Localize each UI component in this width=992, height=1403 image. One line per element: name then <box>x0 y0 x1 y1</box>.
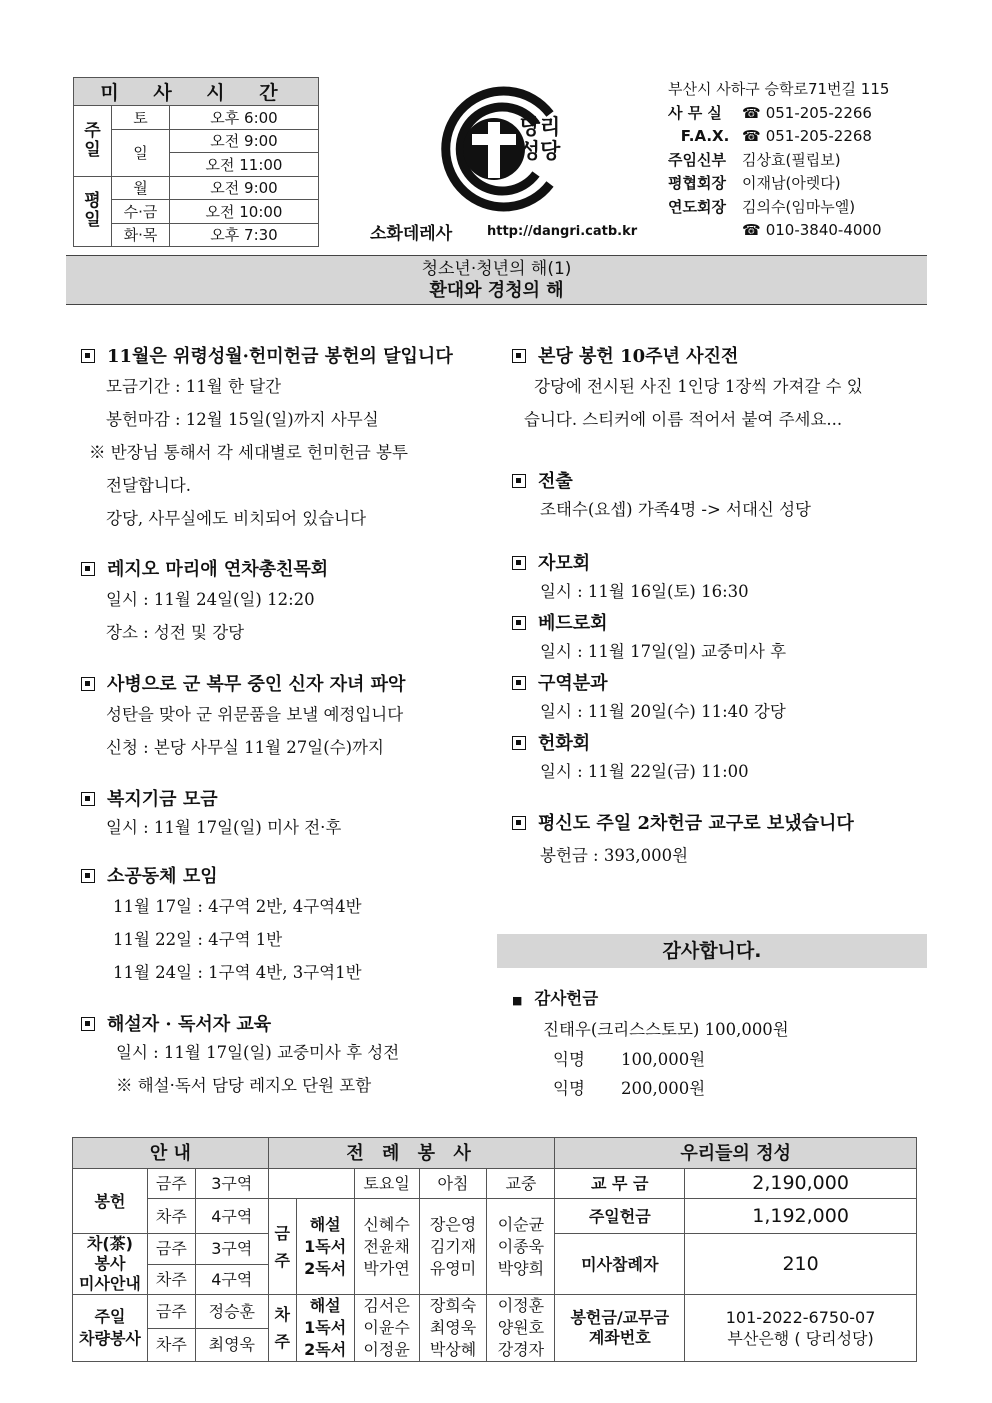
sunday-label: 주일 <box>74 106 112 177</box>
dues-value: 2,190,000 <box>685 1169 917 1199</box>
logo-text-2: 성당 <box>519 139 561 163</box>
donor-name: 익명 <box>553 1079 585 1098</box>
col-morning: 아침 <box>419 1169 487 1199</box>
mass-time: 오후 6:00 <box>170 106 319 130</box>
pastor-name: 김상효(필립보) <box>742 150 841 169</box>
bank-name: 부산은행 ( 당리성당) <box>727 1329 874 1348</box>
notice-section <box>512 342 863 436</box>
black-square-bullet-icon: ■ <box>512 994 523 1007</box>
attend-label: 미사참례자 <box>555 1234 685 1295</box>
notice-section <box>81 342 453 535</box>
sunday-offering-value: 1,192,000 <box>685 1199 917 1234</box>
notice-line: 강당에 전시된 사진 1인당 1장씩 가져갈 수 있 <box>534 377 863 396</box>
mass-day: 수·금 <box>112 200 170 224</box>
thanks-heading: 감사합니다. <box>497 934 927 968</box>
account-label: 봉헌금/교무금 계좌번호 <box>555 1295 685 1362</box>
notice-title: 복지기금 모금 <box>107 789 218 810</box>
week-label: 차주 <box>147 1328 195 1362</box>
office-label: 사 무 실 <box>668 103 722 122</box>
notice-title: 전출 <box>538 471 573 492</box>
notice-title: 구역분과 <box>538 673 608 694</box>
parking-this: 정승훈 <box>195 1295 268 1329</box>
account-number: 101-2022-6750-07 <box>725 1308 876 1327</box>
notice-line: 조태수(요셉) 가족4명 -> 서대신 성당 <box>540 500 811 519</box>
notice-line: 일시 : 11월 22일(금) 11:00 <box>540 762 749 781</box>
phone-icon: ☎ <box>742 127 761 145</box>
col-main: 교중 <box>487 1169 555 1199</box>
square-bullet-icon <box>512 816 526 830</box>
notice-title: 해설자 · 독서자 교육 <box>107 1014 272 1035</box>
liturgy-main-this: 이순균 이종욱 박양희 <box>487 1199 555 1295</box>
donor-row <box>543 1045 789 1075</box>
notice-line: 일시 : 11월 24일(일) 12:20 <box>106 590 315 609</box>
service-table <box>72 1137 917 1362</box>
contact-block <box>668 78 889 243</box>
mass-time-title: 미 사 시 간 <box>74 78 319 106</box>
notice-line: 일시 : 11월 17일(일) 교중미사 후 <box>540 642 787 661</box>
mass-day: 월 <box>112 176 170 200</box>
mass-time: 오전 10:00 <box>170 200 319 224</box>
account-info <box>685 1295 917 1362</box>
square-bullet-icon <box>512 736 526 750</box>
donor-amount: 200,000원 <box>621 1079 706 1098</box>
notice-title: 11월은 위령성월·헌미헌금 봉헌의 달입니다 <box>107 346 453 367</box>
notice-line: 11월 24일 : 1구역 4반, 3구역1반 <box>113 963 362 982</box>
notice-section <box>512 729 749 788</box>
square-bullet-icon <box>81 562 95 576</box>
sunday-offering-label: 주일헌금 <box>555 1199 685 1234</box>
patron-name: 소화데레사 <box>370 224 453 244</box>
notice-line: 장소 : 성전 및 강당 <box>106 623 245 642</box>
thanks-list <box>512 985 789 1104</box>
notice-line: 강당, 사무실에도 비치되어 있습니다 <box>106 509 367 528</box>
offer-label: 봉헌 <box>73 1169 148 1234</box>
notice-line: 봉헌금 : 393,000원 <box>540 846 689 865</box>
square-bullet-icon <box>81 1017 95 1031</box>
youth-name: 김의수(임마누엘) <box>742 197 856 216</box>
donor-amount: 100,000원 <box>704 1020 789 1039</box>
phone-icon: ☎ <box>742 221 761 239</box>
square-bullet-icon <box>81 869 95 883</box>
offering-title: 우리들의 정성 <box>555 1138 917 1169</box>
banner-line-2: 환대와 경청의 해 <box>429 280 564 301</box>
week-label: 금주 <box>147 1169 195 1199</box>
mass-day: 화·목 <box>112 223 170 247</box>
attend-value: 210 <box>685 1234 917 1295</box>
mass-time: 오후 7:30 <box>170 223 319 247</box>
notice-line: 전달합니다. <box>106 476 191 495</box>
fax-label: F.A.X. <box>680 127 730 145</box>
notice-title: 자모회 <box>538 553 591 574</box>
mass-time-table <box>73 77 319 247</box>
notice-title: 사병으로 군 복무 중인 신자 자녀 파악 <box>107 674 406 695</box>
liturgy-main-next: 이정훈 양원호 강경자 <box>487 1295 555 1362</box>
notice-line: 습니다. 스티커에 이름 적어서 붙여 주세요... <box>524 410 843 429</box>
mass-time: 오전 9:00 <box>170 129 319 153</box>
tea-this: 3구역 <box>195 1234 268 1265</box>
this-week-label: 금주 <box>268 1199 296 1295</box>
website-link[interactable]: http://dangri.catb.kr <box>487 224 638 239</box>
notice-line: 성탄을 맞아 군 위문품을 보낼 예정입니다 <box>106 705 404 724</box>
donor-name: 익명 <box>553 1049 585 1069</box>
notice-line: 신청 : 본당 사무실 11월 27일(수)까지 <box>106 738 384 757</box>
mass-time: 오전 9:00 <box>170 176 319 200</box>
donor-row <box>543 1015 789 1045</box>
notice-line: 11월 22일 : 4구역 1반 <box>113 930 283 949</box>
notice-line: 11월 17일 : 4구역 2반, 4구역4반 <box>113 897 362 916</box>
dues-label: 교 무 금 <box>555 1169 685 1199</box>
parking-label: 주일 차량봉사 <box>73 1295 148 1362</box>
notice-section <box>512 809 854 872</box>
next-week-label: 차주 <box>268 1295 296 1362</box>
notice-title: 본당 봉헌 10주년 사진전 <box>538 346 739 367</box>
tea-label: 차(茶) 봉사 미사안내 <box>73 1234 148 1295</box>
church-logo <box>432 84 572 214</box>
week-label: 차주 <box>147 1199 195 1234</box>
guide-title: 안 내 <box>73 1138 269 1169</box>
square-bullet-icon <box>512 474 526 488</box>
cross-icon <box>488 122 500 178</box>
liturgy-sat-next: 김서은 이윤수 이정윤 <box>354 1295 419 1362</box>
week-label: 금주 <box>147 1295 195 1329</box>
notice-line: ※ 반장님 통해서 각 세대별로 헌미헌금 봉투 <box>89 443 408 462</box>
week-label: 금주 <box>147 1234 195 1265</box>
notice-section <box>512 669 786 728</box>
office-phone: 051-205-2266 <box>765 103 872 122</box>
youth-phone: 010-3840-4000 <box>765 221 882 239</box>
notice-title: 헌화회 <box>538 733 591 754</box>
thanks-subtitle: 감사헌금 <box>534 989 599 1008</box>
tea-next: 4구역 <box>195 1264 268 1295</box>
notice-section <box>81 1010 399 1102</box>
roles-next: 해설 1독서 2독서 <box>296 1295 354 1362</box>
address: 부산시 사하구 승학로71번길 115 <box>668 80 890 98</box>
roles-this: 해설 1독서 2독서 <box>296 1199 354 1295</box>
parking-next: 최영욱 <box>195 1328 268 1362</box>
notice-line: 일시 : 11월 16일(토) 16:30 <box>540 582 749 601</box>
mass-day: 토 <box>112 106 170 130</box>
notice-section <box>512 609 786 668</box>
notice-title: 베드로회 <box>538 613 608 634</box>
col-saturday: 토요일 <box>354 1169 419 1199</box>
council-name: 이재남(아렛다) <box>742 174 841 192</box>
square-bullet-icon <box>512 676 526 690</box>
liturgy-morning-next: 장희숙 최영욱 박상혜 <box>419 1295 487 1362</box>
youth-label: 연도회장 <box>668 197 726 216</box>
donor-amount: 100,000원 <box>621 1049 706 1069</box>
notice-title: 평신도 주일 2차헌금 교구로 보냈습니다 <box>538 813 854 834</box>
notice-section <box>81 555 328 649</box>
phone-icon: ☎ <box>742 103 761 122</box>
square-bullet-icon <box>81 677 95 691</box>
notice-title: 레지오 마리애 연차총친목회 <box>107 559 329 580</box>
notice-section <box>81 785 341 844</box>
offer-next: 4구역 <box>195 1199 268 1234</box>
square-bullet-icon <box>81 349 95 363</box>
council-label: 평협회장 <box>668 174 726 192</box>
notice-line: 봉헌마감 : 12월 15일(일)까지 사무실 <box>106 410 379 429</box>
logo-text-1: 당리 <box>519 115 561 139</box>
banner-line-1: 청소년·청년의 해(1) <box>421 259 572 279</box>
offer-this: 3구역 <box>195 1169 268 1199</box>
theme-banner <box>66 255 927 305</box>
notice-title: 소공동체 모임 <box>107 866 218 887</box>
mass-day: 일 <box>112 129 170 176</box>
notice-section <box>81 670 405 764</box>
donor-name: 진태우(크리스스토모) <box>543 1020 700 1039</box>
notice-section <box>81 862 362 989</box>
notice-line: 일시 : 11월 17일(일) 교중미사 후 성전 <box>116 1043 400 1062</box>
notice-section <box>512 467 811 526</box>
notice-line: 모금기간 : 11월 한 달간 <box>106 377 282 396</box>
square-bullet-icon <box>81 792 95 806</box>
liturgy-title: 전 례 봉 사 <box>268 1138 555 1169</box>
notice-line: ※ 해설·독서 담당 레지오 단원 포함 <box>116 1076 372 1095</box>
fax-number: 051-205-2268 <box>765 127 872 145</box>
mass-time: 오전 11:00 <box>170 153 319 177</box>
notice-section <box>512 549 749 608</box>
donor-row <box>543 1074 789 1104</box>
square-bullet-icon <box>512 556 526 570</box>
square-bullet-icon <box>512 349 526 363</box>
weekday-label: 평일 <box>74 176 112 247</box>
pastor-label: 주임신부 <box>668 150 726 169</box>
notice-line: 일시 : 11월 20일(수) 11:40 강당 <box>540 702 786 721</box>
liturgy-morning-this: 장은영 김기재 유영미 <box>419 1199 487 1295</box>
week-label: 차주 <box>147 1264 195 1295</box>
notice-line: 일시 : 11월 17일(일) 미사 전·후 <box>106 818 342 837</box>
square-bullet-icon <box>512 616 526 630</box>
liturgy-sat-this: 신혜수 전윤채 박가연 <box>354 1199 419 1295</box>
